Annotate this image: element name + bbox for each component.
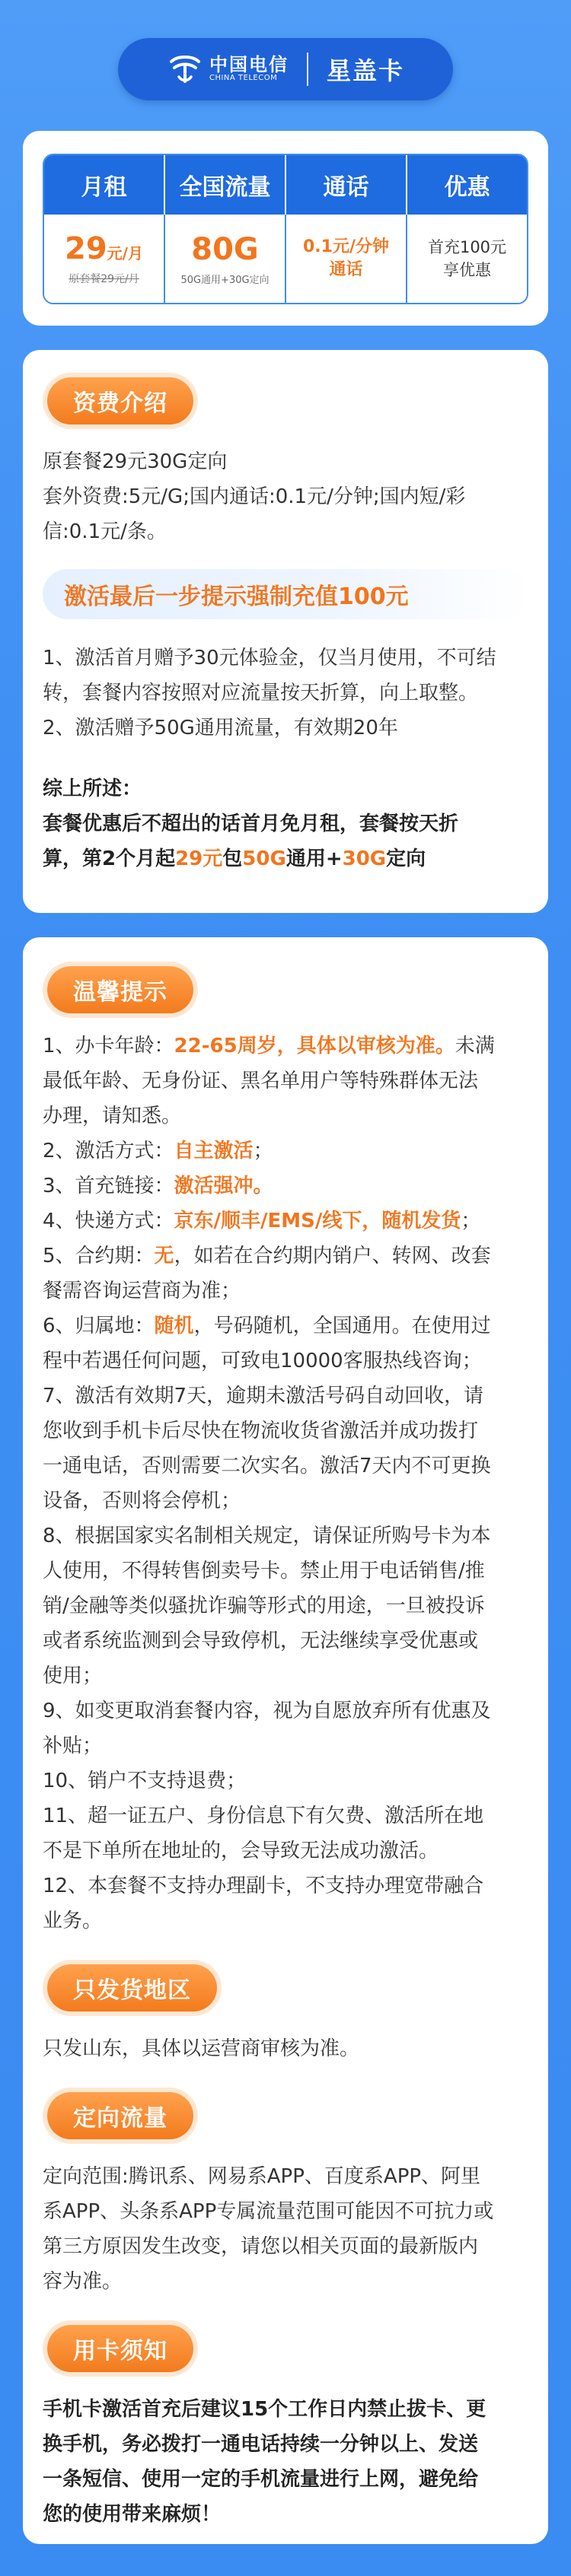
tip-item (43, 1239, 528, 1274)
tip-text: 3、首充链接： (43, 1175, 174, 1197)
monthly-cell (44, 215, 165, 303)
telecom-logo-icon (167, 51, 203, 87)
tip-highlight: 京东/顺丰/EMS/线下，随机发货 (174, 1210, 461, 1232)
tip-text: 1、办卡年龄： (43, 1035, 174, 1057)
tip-text: 2、激活方式： (43, 1140, 174, 1162)
fees-line: 信:0.1元/条。 (43, 520, 167, 543)
fees-item: 2、激活赠予50G通用流量，有效期20年 (43, 717, 398, 739)
usage-section-title: 用卡须知 (47, 2325, 193, 2372)
tip-highlight: 激活强冲。 (174, 1175, 273, 1197)
brand-header (118, 38, 453, 100)
tip-item: 8、根据国家实名制相关规定，请保证所购号卡为本 (43, 1525, 491, 1547)
tip-item: 销/金融等类似骚扰诈骗等形式的用途，一旦被投诉 (43, 1595, 485, 1617)
plan-table-header (44, 155, 527, 215)
tip-item: 最低年龄、无身份证、黑名单用户等特殊群体无法 (43, 1070, 479, 1092)
data-amount: 80G (191, 231, 259, 267)
directed-line: 系APP、头条系APP专属流量范围可能因不可抗力或 (43, 2200, 494, 2223)
tip-item: 一通电话，否则需要二次实名。激活7天内不可更换 (43, 1455, 491, 1477)
promo-line2: 享优惠 (443, 261, 491, 279)
tip-text: ，号码随机，全国通用。在使用过 (193, 1315, 491, 1337)
tip-item: 11、超一证五户、身份信息下有欠费、激活所在地 (43, 1805, 484, 1827)
tip-item (43, 1204, 528, 1239)
fees-line: 原套餐29元30G定向 (43, 450, 228, 473)
directed-line: 第三方原因发生改变，请您以相关页面的最新版内 (43, 2235, 479, 2258)
promo-line1: 首充100元 (427, 237, 507, 256)
promo-cell (407, 215, 527, 303)
monthly-original: 原套餐29元/月 (69, 273, 139, 285)
tip-highlight: 自主激活 (174, 1140, 254, 1162)
product-name: 星盖卡 (326, 56, 404, 85)
tip-text: 未满 (455, 1035, 495, 1057)
directed-line: 容为准。 (43, 2270, 123, 2293)
fees-line: 套外资费:5元/G;国内通话:0.1元/分钟;国内短/彩 (43, 485, 466, 508)
tip-item: 使用； (43, 1665, 103, 1687)
tips-section-title: 温馨提示 (47, 966, 193, 1013)
tip-item: 9、如变更取消套餐内容，视为自愿放弃所有优惠及 (43, 1700, 491, 1722)
usage-line: 您的使用带来麻烦！ (43, 2503, 222, 2526)
header-data: 全国流量 (165, 155, 286, 215)
tip-item: 办理，请知悉。 (43, 1105, 182, 1127)
call-rate: 0.1元/分钟 (302, 237, 389, 257)
shipping-section-title: 只发货地区 (47, 1964, 217, 2012)
directed-line: 定向范围:腾讯系、网易系APP、百度系APP、阿里 (43, 2165, 481, 2188)
summary-line: 套餐优惠后不超出的话首月免月租，套餐按天折 (43, 813, 459, 835)
summary-title: 综上所述： (43, 778, 142, 800)
tip-item: 设备，否则将会停机； (43, 1490, 241, 1512)
tip-highlight: 22-65周岁，具体以审核为准。 (174, 1035, 455, 1057)
tip-item: 7、激活有效期7天，逾期未激活号码自动回收，请 (43, 1385, 484, 1407)
china-telecom-logo (167, 51, 289, 87)
tip-item: 餐需咨询运营商为准； (43, 1280, 241, 1302)
tip-item: 不是下单所在地址的，会导致无法成功激活。 (43, 1840, 439, 1862)
summary-general-data: 50G (242, 848, 286, 870)
summary-price: 29元 (175, 848, 223, 870)
tip-item: 您收到手机卡后尽快在物流收货省激活并成功拨打 (43, 1420, 479, 1442)
tip-text: ； (253, 1140, 273, 1162)
brand-name-en: CHINA TELECOM (209, 74, 278, 83)
tip-highlight: 随机 (154, 1315, 194, 1337)
header-call: 通话 (286, 155, 407, 215)
header-promo: 优惠 (444, 174, 490, 201)
tip-item: 12、本套餐不支持办理副卡，不支持办理宽带融合 (43, 1875, 484, 1897)
summary-directed-data: 30G (342, 848, 387, 870)
header-monthly: 月租 (44, 155, 165, 215)
tip-item: 10、销户不支持退费； (43, 1770, 247, 1792)
tip-text: ； (461, 1210, 481, 1232)
tip-text: 6、归属地： (43, 1315, 155, 1337)
summary-text: 算，第2个月起 (43, 848, 176, 870)
monthly-price: 29 (65, 231, 107, 266)
tip-item: 或者系统监测到会导致停机，无法继续享受优惠或 (43, 1630, 479, 1652)
tip-item (43, 1029, 528, 1064)
plan-card (23, 131, 548, 326)
tip-item: 人使用，不得转售倒卖号卡。禁止用于电话销售/推 (43, 1560, 485, 1582)
summary-line (43, 841, 528, 876)
shipping-text: 只发山东，具体以运营商审核为准。 (43, 2037, 360, 2060)
fees-item: 转，套餐内容按照对应流量按天折算，向上取整。 (43, 682, 479, 704)
monthly-unit: 元/月 (107, 244, 143, 262)
tip-text: 5、合约期： (43, 1245, 155, 1267)
fees-section-title: 资费介绍 (47, 377, 193, 425)
plan-table (43, 154, 528, 304)
tip-item: 程中若遇任何问题，可致电10000客服热线咨询； (43, 1350, 482, 1372)
brand-name-cn: 中国电信 (209, 54, 289, 76)
directed-section-title: 定向流量 (47, 2092, 193, 2139)
tip-item: 业务。 (43, 1910, 103, 1932)
data-detail: 50G通用+30G定向 (180, 274, 270, 286)
call-label: 通话 (329, 260, 363, 279)
tip-text: 4、快递方式： (43, 1210, 174, 1232)
tip-highlight: 无 (154, 1245, 174, 1267)
tip-item (43, 1134, 528, 1169)
plan-table-row (44, 215, 527, 303)
tip-item: 补贴； (43, 1735, 103, 1757)
fees-item: 1、激活首月赠予30元体验金，仅当月使用，不可结 (43, 647, 496, 669)
summary-text: 定向 (386, 848, 426, 870)
data-cell (165, 215, 286, 303)
tip-item (43, 1309, 528, 1344)
usage-line: 手机卡激活首充后建议15个工作日内禁止拔卡、更 (43, 2398, 486, 2421)
tips-card (23, 937, 548, 2544)
usage-line: 换手机，务必拨打一通电话持续一分钟以上、发送 (43, 2433, 479, 2456)
summary-text: 包 (222, 848, 243, 870)
brand-divider (307, 52, 308, 86)
tip-item (43, 1169, 528, 1204)
recharge-highlight: 激活最后一步提示强制充值100元 (43, 569, 528, 619)
call-cell (286, 215, 407, 303)
usage-line: 一条短信、使用一定的手机流量进行上网，避免给 (43, 2468, 479, 2491)
tip-text: ，如若在合约期内销户、转网、改套 (174, 1245, 491, 1267)
summary-text: 通用+ (286, 848, 343, 870)
fees-card (23, 350, 548, 913)
